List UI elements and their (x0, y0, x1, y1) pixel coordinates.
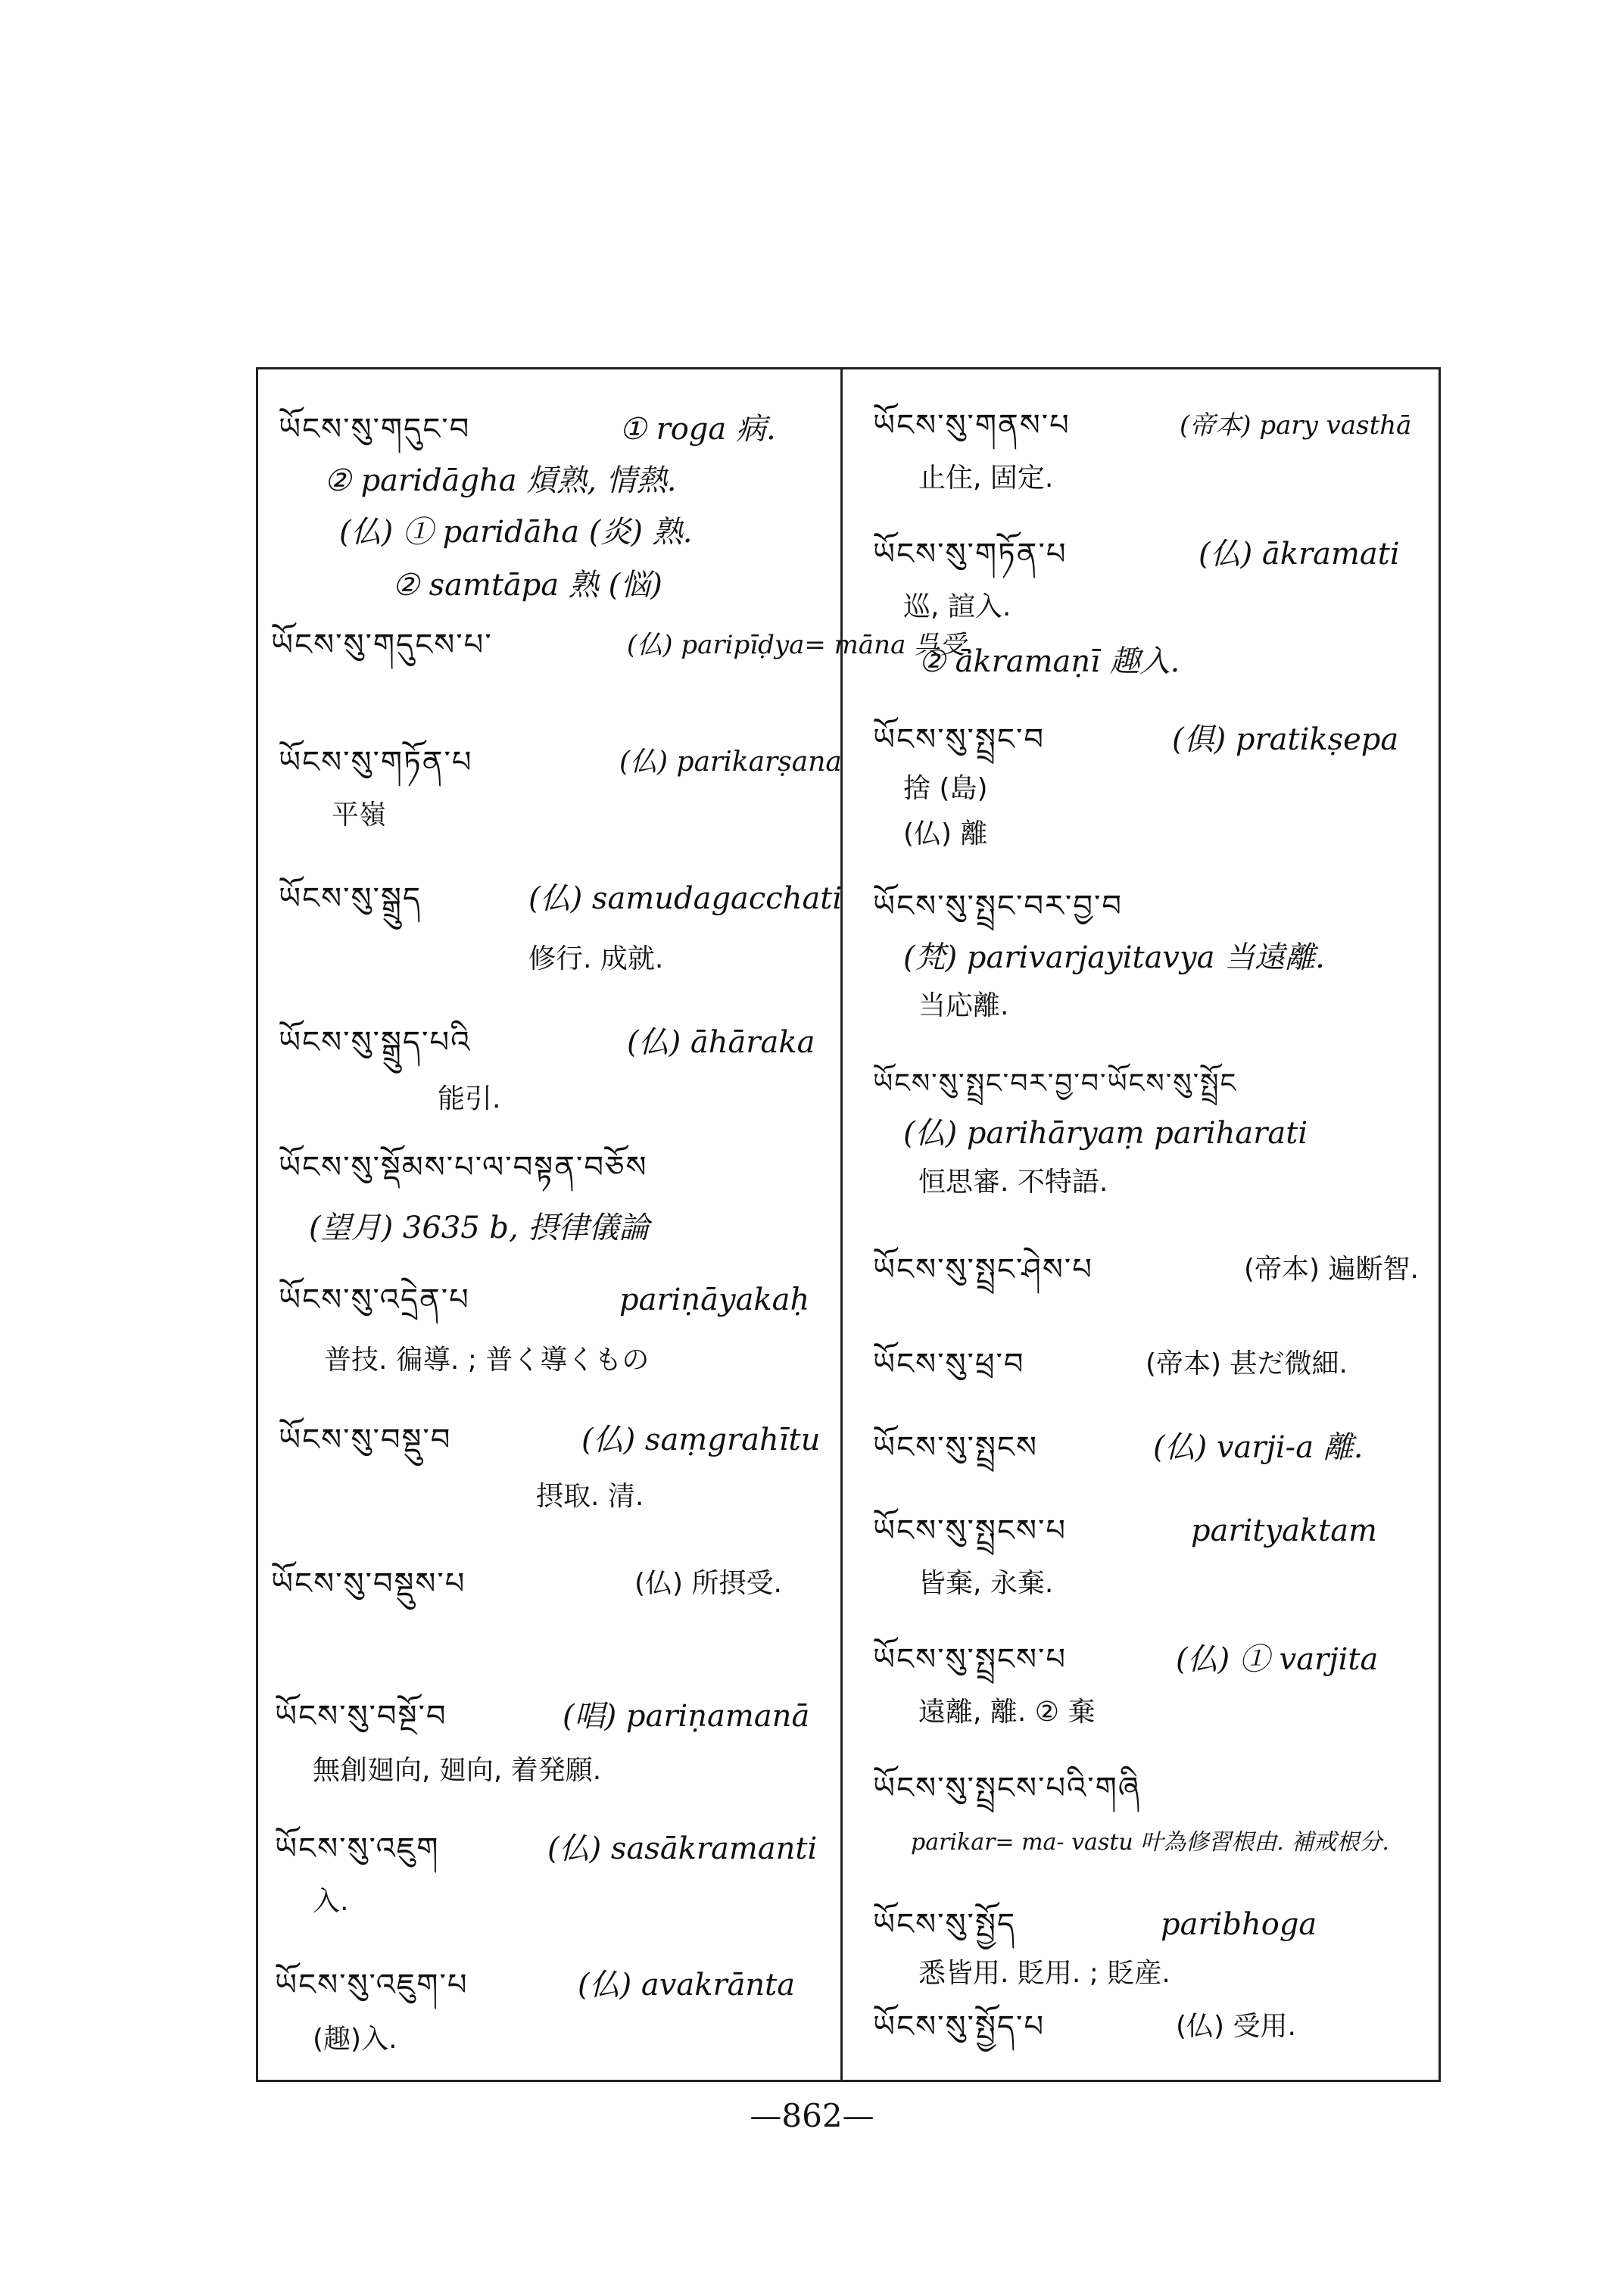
definition-line: (望月) 3635 b, 摂律儀論 (309, 1211, 650, 1245)
definition-line: (仏) saṃgrahītu (581, 1423, 821, 1457)
definition-line: 恒思審. 不特語. (918, 1167, 1108, 1198)
definition-line: 遠離, 離. ② 棄 (918, 1697, 1096, 1728)
tibetan-headword: ཡོངས་སུ་གདུང་བ (279, 412, 471, 447)
tibetan-headword: ཡོངས་སུ་བསྡུ་བ (279, 1423, 452, 1457)
column-divider (840, 367, 843, 2082)
tibetan-headword: ཡོངས་སུ་སྡོམས་པ་ལ་བསྟན་བཅོས (279, 1150, 648, 1185)
definition-line: (仏) parihāryaṃ pariharati (903, 1116, 1308, 1151)
definition-line: 無創廻向, 廻向, 着発願. (313, 1755, 602, 1786)
tibetan-headword: ཡོངས་སུ་སྤྱོད་པ (873, 2009, 1046, 2044)
tibetan-headword: ཡོངས་སུ་གདུངས་པ་ (271, 628, 493, 662)
definition-line: pariṇāyakaḥ (619, 1283, 810, 1317)
tibetan-headword: ཡོངས་སུ་གཏོན་པ (279, 745, 473, 780)
definition-line: 修行. 成就. (528, 943, 664, 974)
definition-line: paribhoga (1161, 1907, 1317, 1942)
definition-line: 皆棄, 永棄. (918, 1568, 1054, 1599)
definition-line: 入. (313, 1886, 349, 1917)
definition-line: (俱) pratikṣepa (1172, 722, 1399, 757)
definition-line: 悉皆用. 貶用. ; 貶産. (918, 1958, 1170, 1989)
definition-line: (仏) samudagacchati (528, 881, 843, 916)
page-number: —862— (750, 2097, 874, 2134)
definition-line: 当応離. (918, 990, 1009, 1021)
definition-line: (仏) 離 (903, 818, 988, 849)
definition-line: 能引. (438, 1083, 501, 1114)
tibetan-headword: ཡོངས་སུ་སྤྲངས་པའི་གཞི (873, 1771, 1141, 1806)
definition-line: (仏) avakrānta (578, 1968, 796, 2003)
tibetan-headword: ཡོངས་སུ་སྤྲང་བར་བྱ་བ (873, 889, 1123, 924)
definition-line: (仏) sasākramanti (547, 1831, 818, 1866)
definition-line: ② ākramaṇī 趣入. (918, 644, 1180, 679)
tibetan-headword: ཡོངས་སུ་འདྲེན་པ (279, 1283, 470, 1317)
tibetan-headword: ཡོངས་སུ་སྤྱོད (873, 1907, 1017, 1942)
tibetan-headword: ཡོངས་སུ་སྤྲང་ཤེས་པ (873, 1252, 1093, 1287)
definition-line: 巡, 諠入. (903, 591, 1011, 622)
tibetan-headword: ཡོངས་སུ་འཇུག་པ (275, 1968, 469, 2003)
tibetan-headword: ཡོངས་སུ་ཕྲ་བ (873, 1347, 1025, 1382)
tibetan-headword: ཡོངས་སུ་འཇུག (275, 1831, 440, 1866)
definition-line: 普技. 徧導. ; 普く導くもの (324, 1345, 650, 1376)
definition-line: (仏) paripīḍya= māna 呉受. (627, 630, 974, 660)
definition-line: (仏) ① paridāha (炎) 熟. (339, 515, 693, 550)
definition-line: (仏) āhāraka (627, 1025, 815, 1060)
tibetan-headword: ཡོངས་སུ་སྤྲང་བར་བྱ་བ་ཡོངས་སུ་སྤྲོང (873, 1068, 1238, 1099)
definition-line: 平嶺 (332, 799, 387, 831)
tibetan-headword: ཡོངས་སུ་སྤྲངས་པ (873, 1642, 1067, 1677)
tibetan-headword: ཡོངས་སུ་སྤྲངས་པ (873, 1513, 1067, 1548)
tibetan-headword: ཡོངས་སུ་གཏོན་པ (873, 537, 1068, 572)
definition-line: (仏) ākramati (1199, 537, 1400, 572)
tibetan-headword: ཡོངས་སུ་བསྔོ་བ (275, 1699, 447, 1734)
tibetan-headword: ཡོངས་སུ་སྤྲང་བ (873, 722, 1045, 757)
definition-line: 止住, 固定. (918, 463, 1054, 494)
definition-line: parityaktam (1191, 1513, 1377, 1548)
tibetan-headword: ཡོངས་སུ་གནས་པ (873, 408, 1071, 443)
tibetan-headword: ཡོངས་སུ་སྒྲུད (279, 881, 422, 916)
tibetan-headword: ཡོངས་སུ་སྤྲངས (873, 1430, 1038, 1465)
definition-line: (帝本) 遍断智. (1244, 1254, 1419, 1285)
definition-line: ① roga 病. (619, 412, 776, 447)
tibetan-headword: ཡོངས་སུ་སྒྲུད་པའི (279, 1025, 472, 1060)
definition-line: (趣)入. (313, 2024, 397, 2055)
definition-line: (梵) parivarjayitavya 当遠離. (903, 940, 1325, 975)
definition-line: ② samtāpa 熟 (悩) (392, 568, 662, 603)
definition-line: (仏) varji-a 離. (1153, 1430, 1364, 1465)
definition-line: ② paridāgha 熕熟, 情熱. (324, 463, 677, 498)
definition-line: 捨 (島) (903, 773, 988, 804)
definition-line: (唱) pariṇamanā (563, 1699, 810, 1734)
definition-line: (帝本) 甚だ微細. (1146, 1348, 1348, 1379)
definition-line: 摂取. 清. (536, 1481, 644, 1512)
definition-line: (仏) 所摂受. (634, 1568, 782, 1599)
definition-line: (仏) ① varjita (1176, 1642, 1379, 1677)
definition-line: (仏) 受用. (1176, 2011, 1296, 2042)
definition-line: (仏) parikarṣana (619, 746, 842, 778)
definition-line: parikar= ma- vastu 叶為修習根由. 補戒根分. (911, 1829, 1389, 1856)
definition-line: (帝本) pary vasthā (1180, 410, 1412, 441)
tibetan-headword: ཡོངས་སུ་བསྡུས་པ (271, 1566, 466, 1601)
